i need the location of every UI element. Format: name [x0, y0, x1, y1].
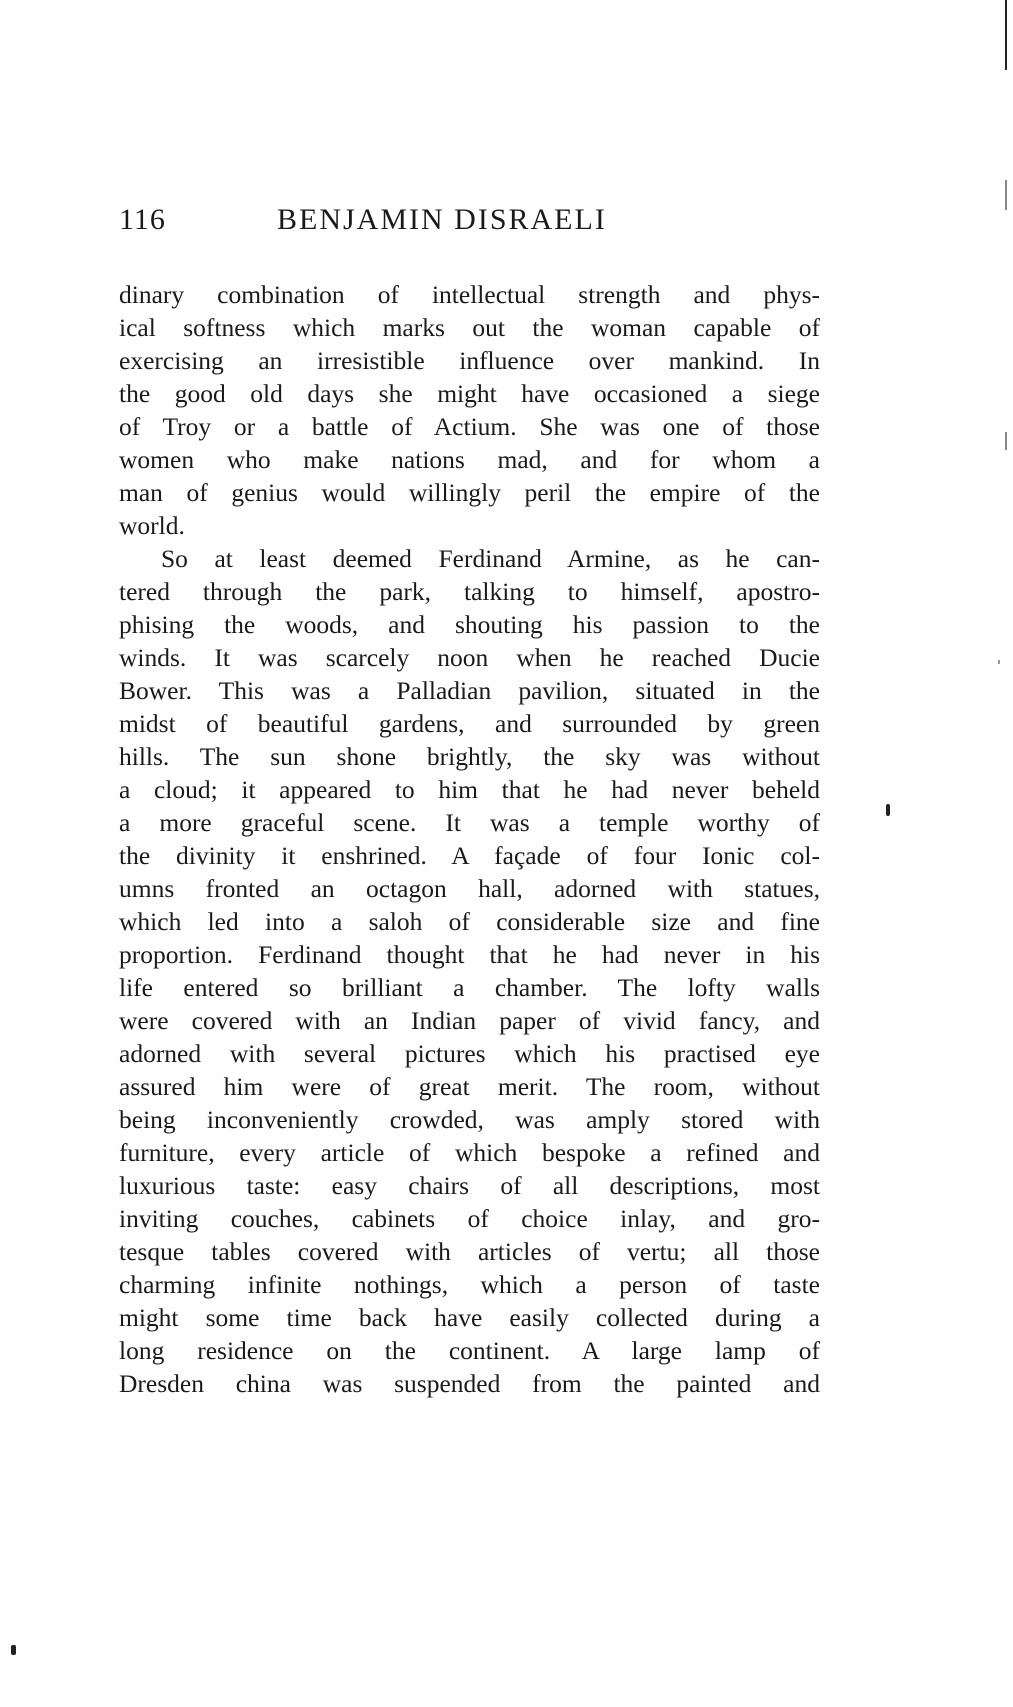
body-text [119, 278, 820, 1400]
text-line: umns fronted an octagon hall, adorned with statues, [119, 874, 820, 903]
text-line: inviting couches, cabinets of choice inlay, and gro- [119, 1204, 820, 1233]
scan-speck [998, 660, 1000, 664]
scan-edge-line [1005, 0, 1007, 70]
text-line: dinary combination of intellectual strength and phys- [119, 280, 820, 309]
text-line: which led into a saloh of considerable size and fine [119, 907, 820, 936]
scan-speck [1005, 180, 1007, 210]
text-line: world. [119, 511, 185, 540]
text-line: the good old days she might have occasioned a siege [119, 379, 820, 408]
text-line: phising the woods, and shouting his passion to the [119, 610, 820, 639]
text-line: luxurious taste: easy chairs of all descriptions, most [119, 1171, 820, 1200]
text-line: hills. The sun shone brightly, the sky was without [119, 742, 820, 771]
text-line: the divinity it enshrined. A façade of four Ionic col- [119, 841, 820, 870]
text-line: were covered with an Indian paper of vivid fancy, and [119, 1006, 820, 1035]
running-head: BENJAMIN DISRAELI [277, 203, 607, 236]
text-line: adorned with several pictures which his practised eye [119, 1039, 820, 1068]
scan-speck [886, 804, 890, 816]
text-line: life entered so brilliant a chamber. The lofty walls [119, 973, 820, 1002]
text-line: So at least deemed Ferdinand Armine, as he can- [161, 544, 820, 573]
text-line: ical softness which marks out the woman capable of [119, 313, 820, 342]
text-line: assured him were of great merit. The room, without [119, 1072, 820, 1101]
text-line: a more graceful scene. It was a temple worthy of [119, 808, 820, 837]
text-line: man of genius would willingly peril the empire of the [119, 478, 820, 507]
text-line: tered through the park, talking to himself, apostro- [119, 577, 820, 606]
page-number: 116 [119, 203, 166, 236]
text-line: Bower. This was a Palladian pavilion, situated in the [119, 676, 820, 705]
text-line: midst of beautiful gardens, and surrounded by green [119, 709, 820, 738]
text-line: of Troy or a battle of Actium. She was one of those [119, 412, 820, 441]
text-line: proportion. Ferdinand thought that he had never in his [119, 940, 820, 969]
text-line: charming infinite nothings, which a person of taste [119, 1270, 820, 1299]
page-header [119, 203, 819, 243]
text-line: tesque tables covered with articles of vertu; all those [119, 1237, 820, 1266]
text-line: exercising an irresistible influence over mankind. In [119, 346, 820, 375]
text-line: winds. It was scarcely noon when he reached Ducie [119, 643, 820, 672]
text-line: Dresden china was suspended from the painted and [119, 1369, 820, 1398]
text-line: might some time back have easily collected during a [119, 1303, 820, 1332]
scan-speck [11, 1645, 16, 1655]
scan-speck [1005, 432, 1007, 450]
text-line: a cloud; it appeared to him that he had never beheld [119, 775, 820, 804]
text-line: furniture, every article of which bespoke a refined and [119, 1138, 820, 1167]
text-line: being inconveniently crowded, was amply stored with [119, 1105, 820, 1134]
text-line: long residence on the continent. A large lamp of [119, 1336, 820, 1365]
text-line: women who make nations mad, and for whom a [119, 445, 820, 474]
